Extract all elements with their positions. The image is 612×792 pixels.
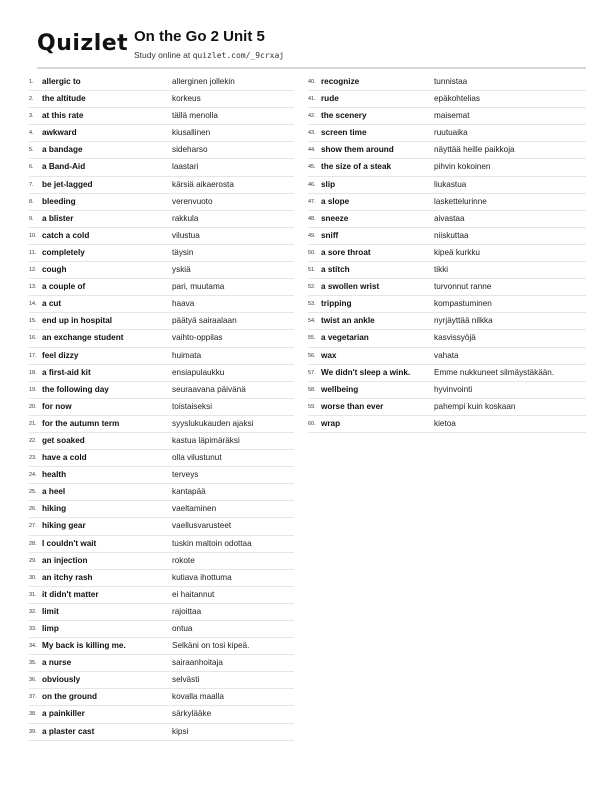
term-number: 2. xyxy=(29,96,34,103)
term-text: an injection xyxy=(42,555,88,565)
term-number: 30. xyxy=(29,574,37,581)
term-text: on the ground xyxy=(42,692,98,702)
term-text: at this rate xyxy=(42,111,84,121)
term-row xyxy=(29,570,294,587)
term-text: a painkiller xyxy=(42,709,85,719)
term-number: 57. xyxy=(308,369,316,376)
term-row xyxy=(29,706,294,723)
term-text: for now xyxy=(42,401,72,411)
term-number: 1. xyxy=(29,79,34,85)
definition-text: vahata xyxy=(434,350,459,360)
term-number: 26. xyxy=(29,506,37,513)
term-number: 25. xyxy=(29,489,37,496)
term-row xyxy=(29,467,294,484)
term-text: the following day xyxy=(42,384,109,394)
term-text: obviously xyxy=(42,675,81,685)
term-row xyxy=(29,365,294,382)
term-text: a sore throat xyxy=(321,247,371,257)
definition-text: tuskin maltoin odottaa xyxy=(172,538,252,548)
term-text: a blister xyxy=(42,213,74,223)
definition-text: pahempi kuin koskaan xyxy=(434,401,516,411)
term-text: a Band-Aid xyxy=(42,162,86,172)
term-text: the scenery xyxy=(321,111,367,121)
term-number: 24. xyxy=(29,472,37,479)
term-row xyxy=(29,125,294,142)
term-row xyxy=(308,348,586,365)
term-text: We didn't sleep a wink. xyxy=(321,367,411,377)
definition-text: ei haitannut xyxy=(172,589,215,599)
term-row xyxy=(29,433,294,450)
term-row xyxy=(29,655,294,672)
term-text: a heel xyxy=(42,487,66,497)
term-row xyxy=(29,245,294,262)
term-text: worse than ever xyxy=(321,401,384,411)
term-number: 46. xyxy=(308,181,316,188)
term-number: 13. xyxy=(29,284,37,291)
definition-text: rokote xyxy=(172,555,195,565)
term-text: health xyxy=(42,470,67,480)
definition-text: pihvin kokoinen xyxy=(434,162,491,172)
term-row xyxy=(29,228,294,245)
definition-text: laskettelurinne xyxy=(434,196,487,206)
term-row xyxy=(29,399,294,416)
term-row xyxy=(29,194,294,211)
definition-text: vilustua xyxy=(172,230,200,240)
term-row xyxy=(29,296,294,313)
term-text: end up in hospital xyxy=(42,316,113,326)
definition-text: sairaanhoitaja xyxy=(172,658,223,668)
term-number: 55. xyxy=(308,335,316,342)
page-subtitle xyxy=(134,50,284,60)
definition-text: särkylääke xyxy=(172,709,212,719)
term-text: wax xyxy=(321,350,337,360)
term-text: screen time xyxy=(321,128,367,138)
term-number: 43. xyxy=(308,130,316,137)
definition-text: kietoa xyxy=(434,418,456,428)
term-row xyxy=(29,262,294,279)
term-text: My back is killing me. xyxy=(42,641,126,651)
term-number: 9. xyxy=(29,215,34,222)
term-number: 31. xyxy=(29,591,37,598)
term-number: 7. xyxy=(29,181,34,188)
term-text: wellbeing xyxy=(321,384,359,394)
term-number: 6. xyxy=(29,164,34,171)
term-number: 28. xyxy=(29,540,37,547)
definition-text: sideharso xyxy=(172,145,208,155)
page-header xyxy=(37,27,586,69)
definition-text: laastari xyxy=(172,162,199,172)
definition-text: kasvissyöjä xyxy=(434,333,476,343)
page-title: On the Go 2 Unit 5 xyxy=(134,28,265,45)
term-text: a stitch xyxy=(321,265,350,275)
term-text: for the autumn term xyxy=(42,418,120,428)
term-number: 41. xyxy=(308,96,316,103)
definition-text: hyvinvointi xyxy=(434,384,473,394)
term-number: 11. xyxy=(29,249,37,256)
term-number: 36. xyxy=(29,677,37,684)
term-number: 35. xyxy=(29,660,37,667)
term-number: 33. xyxy=(29,626,37,632)
term-number: 42. xyxy=(308,113,316,120)
term-text: a cut xyxy=(42,299,62,309)
term-row xyxy=(308,91,586,108)
term-row xyxy=(308,296,586,313)
term-row xyxy=(29,587,294,604)
definition-text: allerginen jollekin xyxy=(172,77,235,86)
term-number: 58. xyxy=(308,386,316,393)
definition-text: huimata xyxy=(172,350,202,360)
term-number: 45. xyxy=(308,164,316,171)
term-number: 34. xyxy=(29,643,37,650)
term-text: recognize xyxy=(321,77,360,86)
term-row xyxy=(29,382,294,399)
definition-text: kovalla maalla xyxy=(172,692,224,702)
term-text: tripping xyxy=(321,299,352,309)
definition-text: kiusallinen xyxy=(172,128,211,138)
definition-text: turvonnut ranne xyxy=(434,282,492,292)
definition-text: Emme nukkuneet silmäystäkään. xyxy=(434,367,555,377)
definition-text: tunnistaa xyxy=(434,77,468,86)
definition-text: kompastuminen xyxy=(434,299,492,309)
term-text: sniff xyxy=(321,230,339,240)
definition-text: täysin xyxy=(172,247,194,257)
definition-text: tällä menolla xyxy=(172,111,218,121)
term-number: 14. xyxy=(29,301,37,308)
term-text: the altitude xyxy=(42,94,86,104)
term-number: 17. xyxy=(29,352,37,359)
term-row xyxy=(308,108,586,125)
term-row xyxy=(29,91,294,108)
term-row xyxy=(29,518,294,535)
term-row xyxy=(29,672,294,689)
term-text: awkward xyxy=(42,128,77,138)
definition-text: kutiava ihottuma xyxy=(172,572,232,582)
term-row xyxy=(29,108,294,125)
term-row xyxy=(29,313,294,330)
term-row xyxy=(29,211,294,228)
term-number: 39. xyxy=(29,728,37,735)
term-text: twist an ankle xyxy=(321,316,375,326)
term-row xyxy=(308,245,586,262)
term-row xyxy=(308,279,586,296)
term-row xyxy=(29,450,294,467)
definition-text: haava xyxy=(172,299,195,309)
term-number: 5. xyxy=(29,147,34,154)
definition-text: päätyä sairaalaan xyxy=(172,316,237,326)
term-row xyxy=(29,604,294,621)
term-text: be jet-lagged xyxy=(42,179,93,189)
term-row xyxy=(29,536,294,553)
term-row xyxy=(308,416,586,433)
term-text: cough xyxy=(42,265,67,275)
term-row xyxy=(308,399,586,416)
definition-text: rakkula xyxy=(172,213,199,223)
term-text: it didn't matter xyxy=(42,589,99,599)
term-number: 12. xyxy=(29,267,37,274)
definition-text: maisemat xyxy=(434,111,470,121)
term-number: 48. xyxy=(308,215,316,222)
term-row xyxy=(308,262,586,279)
term-text: have a cold xyxy=(42,453,87,463)
term-text: show them around xyxy=(321,145,394,155)
term-text: a swollen wrist xyxy=(321,282,380,292)
definition-text: Selkäni on tosi kipeä. xyxy=(172,641,250,651)
definition-text: korkeus xyxy=(172,94,201,104)
term-text: allergic to xyxy=(42,77,81,86)
term-row xyxy=(308,228,586,245)
term-number: 38. xyxy=(29,711,37,718)
quizlet-logo: Quizlet xyxy=(37,31,129,56)
term-number: 47. xyxy=(308,198,316,205)
term-row xyxy=(29,416,294,433)
term-number: 59. xyxy=(308,403,316,410)
definition-text: ruutuaika xyxy=(434,128,468,138)
term-text: a bandage xyxy=(42,145,83,155)
term-number: 21. xyxy=(29,420,37,427)
definition-text: ontua xyxy=(172,624,193,633)
term-row xyxy=(308,125,586,142)
term-text: hiking xyxy=(42,504,67,514)
term-row xyxy=(29,501,294,518)
term-number: 27. xyxy=(29,523,37,530)
term-row xyxy=(308,142,586,159)
definition-text: epäkohtelias xyxy=(434,94,480,104)
definition-text: syyslukukauden ajaksi xyxy=(172,418,254,428)
term-row xyxy=(29,142,294,159)
term-row xyxy=(308,159,586,176)
term-text: rude xyxy=(321,94,339,104)
term-text: an exchange student xyxy=(42,333,124,343)
term-row xyxy=(29,724,294,741)
term-text: a nurse xyxy=(42,658,72,668)
term-row xyxy=(308,382,586,399)
term-number: 15. xyxy=(29,318,37,325)
definition-text: seuraavana päivänä xyxy=(172,384,246,394)
term-text: hiking gear xyxy=(42,521,86,531)
definition-text: kärsiä aikaerosta xyxy=(172,179,234,189)
term-number: 32. xyxy=(29,608,37,615)
definition-text: toistaiseksi xyxy=(172,401,213,411)
term-row xyxy=(308,330,586,347)
definition-text: vaeltaminen xyxy=(172,504,217,514)
term-number: 50. xyxy=(308,249,316,256)
term-number: 53. xyxy=(308,301,316,308)
term-number: 20. xyxy=(29,403,37,410)
definition-text: yskiä xyxy=(172,265,191,275)
subtitle-prefix: Study online at xyxy=(134,50,193,60)
term-row xyxy=(308,74,586,91)
term-number: 56. xyxy=(308,352,316,359)
term-number: 23. xyxy=(29,455,37,462)
term-list-right xyxy=(308,74,586,433)
term-text: completely xyxy=(42,247,85,257)
term-text: catch a cold xyxy=(42,230,90,240)
term-row xyxy=(29,177,294,194)
term-number: 54. xyxy=(308,318,316,325)
term-list-left xyxy=(29,74,294,741)
definition-text: ensiapulaukku xyxy=(172,367,225,377)
term-number: 16. xyxy=(29,335,37,342)
definition-text: rajoittaa xyxy=(172,606,202,616)
term-text: wrap xyxy=(321,418,341,428)
term-number: 18. xyxy=(29,369,37,376)
term-number: 60. xyxy=(308,420,316,427)
term-row xyxy=(29,348,294,365)
definition-text: selvästi xyxy=(172,675,200,685)
term-text: a plaster cast xyxy=(42,726,95,736)
term-text: I couldn't wait xyxy=(42,538,97,548)
term-text: bleeding xyxy=(42,196,76,206)
term-number: 44. xyxy=(308,147,316,154)
term-number: 4. xyxy=(29,130,34,137)
term-number: 10. xyxy=(29,232,37,239)
term-text: a vegetarian xyxy=(321,333,369,343)
term-text: limit xyxy=(42,606,59,616)
term-row xyxy=(308,194,586,211)
definition-text: kipsi xyxy=(172,726,189,736)
term-row xyxy=(29,638,294,655)
term-number: 49. xyxy=(308,232,316,239)
term-row xyxy=(308,365,586,382)
term-row xyxy=(29,484,294,501)
term-text: feel dizzy xyxy=(42,350,79,360)
study-url-link[interactable]: quizlet.com/_9crxaj xyxy=(192,51,285,60)
definition-text: terveys xyxy=(172,470,199,480)
term-row xyxy=(29,689,294,706)
term-text: a slope xyxy=(321,196,350,206)
term-row xyxy=(308,211,586,228)
term-text: a first-aid kit xyxy=(42,367,91,377)
definition-text: nyrjäyttää nilkka xyxy=(434,316,493,326)
term-row xyxy=(29,330,294,347)
definition-text: aivastaa xyxy=(434,213,465,223)
term-text: limp xyxy=(42,624,59,633)
definition-text: kantapää xyxy=(172,487,206,497)
term-number: 29. xyxy=(29,557,37,564)
term-number: 19. xyxy=(29,386,37,393)
definition-text: pari, muutama xyxy=(172,282,225,292)
term-number: 3. xyxy=(29,113,34,120)
term-text: an itchy rash xyxy=(42,572,93,582)
term-row xyxy=(29,279,294,296)
definition-text: tikki xyxy=(434,265,449,275)
definition-text: kastua läpimäräksi xyxy=(172,435,240,445)
definition-text: vaihto-oppilas xyxy=(172,333,223,343)
definition-text: kipeä kurkku xyxy=(434,247,480,257)
term-number: 37. xyxy=(29,694,37,701)
term-number: 52. xyxy=(308,284,316,291)
term-number: 22. xyxy=(29,437,37,444)
term-row xyxy=(29,74,294,91)
definition-text: niiskuttaa xyxy=(434,230,469,240)
term-number: 51. xyxy=(308,267,316,274)
term-row xyxy=(29,621,294,638)
term-row xyxy=(308,177,586,194)
term-row xyxy=(29,553,294,570)
term-text: slip xyxy=(321,179,336,189)
definition-text: olla vilustunut xyxy=(172,453,222,463)
term-text: a couple of xyxy=(42,282,86,292)
term-number: 40. xyxy=(308,79,316,85)
term-text: sneeze xyxy=(321,213,349,223)
term-row xyxy=(308,313,586,330)
definition-text: verenvuoto xyxy=(172,196,213,206)
term-text: get soaked xyxy=(42,435,85,445)
term-row xyxy=(29,159,294,176)
definition-text: näyttää heille paikkoja xyxy=(434,145,515,155)
term-text: the size of a steak xyxy=(321,162,392,172)
term-number: 8. xyxy=(29,198,34,205)
definition-text: vaellusvarusteet xyxy=(172,521,232,531)
definition-text: liukastua xyxy=(434,179,467,189)
